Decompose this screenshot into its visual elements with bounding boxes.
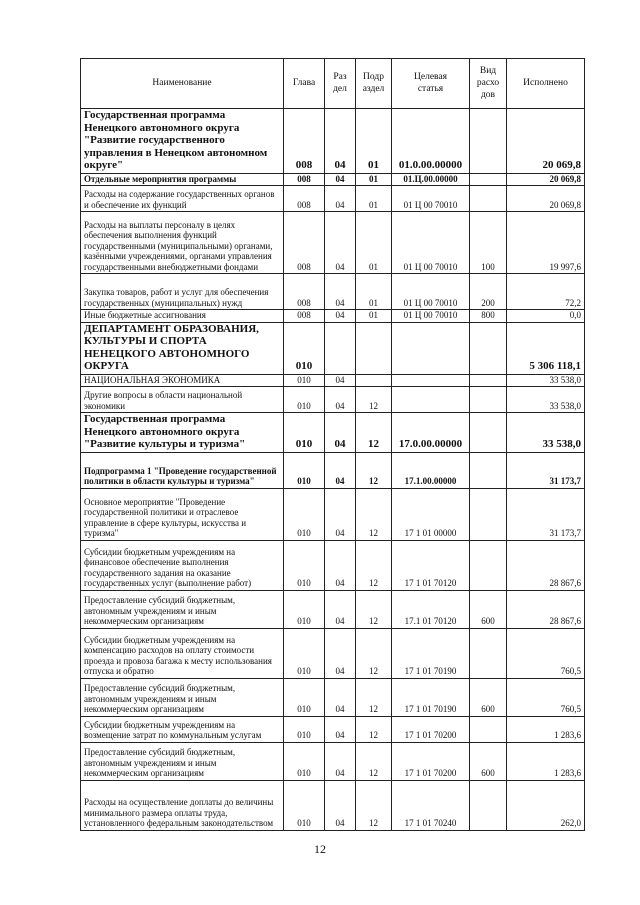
cell-section: 04 bbox=[325, 540, 356, 590]
header-name: Наименование bbox=[81, 59, 284, 109]
table-row bbox=[81, 212, 585, 274]
cell-chapter: 008 bbox=[284, 173, 325, 186]
cell-name: Основное мероприятие "Проведение государственной политики и отраслевое управление в сфере культуры, искусства и туризма" bbox=[81, 488, 284, 540]
cell-name: Расходы на осуществление доплаты до величины минимального размера оплаты труда, установленного федеральным законодательством bbox=[81, 780, 284, 830]
cell-section: 04 bbox=[325, 186, 356, 212]
cell-section: 04 bbox=[325, 452, 356, 488]
cell-exp-type: 800 bbox=[470, 310, 507, 323]
table-row bbox=[81, 413, 585, 453]
cell-subsection: 12 bbox=[356, 716, 392, 742]
cell-subsection: 12 bbox=[356, 742, 392, 780]
cell-executed: 20 069,8 bbox=[507, 186, 585, 212]
cell-chapter: 008 bbox=[284, 310, 325, 323]
table-row bbox=[81, 109, 585, 174]
cell-name: Предоставление субсидий бюджетным, автономным учреждениям и иным некоммерческим организациям bbox=[81, 590, 284, 628]
table-row bbox=[81, 488, 585, 540]
cell-chapter: 010 bbox=[284, 628, 325, 678]
table-row bbox=[81, 452, 585, 488]
cell-executed: 20 069,8 bbox=[507, 173, 585, 186]
cell-executed: 20 069,8 bbox=[507, 109, 585, 174]
cell-exp-type bbox=[470, 173, 507, 186]
table-row bbox=[81, 186, 585, 212]
cell-exp-type: 100 bbox=[470, 212, 507, 274]
cell-section: 04 bbox=[325, 590, 356, 628]
page-number: 12 bbox=[314, 842, 326, 856]
cell-chapter: 010 bbox=[284, 413, 325, 453]
cell-exp-type: 200 bbox=[470, 274, 507, 310]
table-row bbox=[81, 540, 585, 590]
cell-executed: 760,5 bbox=[507, 628, 585, 678]
cell-subsection: 01 bbox=[356, 310, 392, 323]
cell-subsection bbox=[356, 374, 392, 387]
cell-name: Субсидии бюджетным учреждениям на компенсацию расходов на оплату стоимости проезда и провоза багажа к месту использования отпуска и обратно bbox=[81, 628, 284, 678]
cell-name: Государственная программа Ненецкого автономного округа "Развитие культуры и туризма" bbox=[81, 413, 284, 453]
cell-executed: 5 306 118,1 bbox=[507, 322, 585, 374]
cell-section: 04 bbox=[325, 374, 356, 387]
cell-target: 17 1 01 70190 bbox=[392, 628, 470, 678]
budget-table bbox=[80, 58, 585, 831]
cell-exp-type bbox=[470, 387, 507, 413]
cell-target: 01 Ц 00 70010 bbox=[392, 186, 470, 212]
header-subsection: Подр аздел bbox=[356, 59, 392, 109]
cell-subsection: 01 bbox=[356, 274, 392, 310]
cell-executed: 31 173,7 bbox=[507, 452, 585, 488]
cell-executed: 72,2 bbox=[507, 274, 585, 310]
cell-chapter: 010 bbox=[284, 590, 325, 628]
cell-name: Отдельные мероприятия программы bbox=[81, 173, 284, 186]
cell-target: 17 1 01 70120 bbox=[392, 540, 470, 590]
cell-exp-type bbox=[470, 780, 507, 830]
cell-executed: 33 538,0 bbox=[507, 374, 585, 387]
cell-section: 04 bbox=[325, 109, 356, 174]
table-row bbox=[81, 590, 585, 628]
cell-executed: 33 538,0 bbox=[507, 413, 585, 453]
cell-chapter: 010 bbox=[284, 374, 325, 387]
cell-name: Закупка товаров, работ и услуг для обеспечения государственных (муниципальных) нужд bbox=[81, 274, 284, 310]
cell-chapter: 008 bbox=[284, 212, 325, 274]
cell-name: Расходы на выплаты персоналу в целях обеспечения выполнения функций государственными (муниципальными) органами, казёнными учреждениями, органами управления государственными внебюджетными фондами bbox=[81, 212, 284, 274]
table-row bbox=[81, 310, 585, 323]
cell-target: 01 Ц 00 70010 bbox=[392, 310, 470, 323]
cell-executed: 1 283,6 bbox=[507, 742, 585, 780]
cell-name: НАЦИОНАЛЬНАЯ ЭКОНОМИКА bbox=[81, 374, 284, 387]
cell-name: Государственная программа Ненецкого автономного округа "Развитие государственного управления в Ненецком автономном округе" bbox=[81, 109, 284, 174]
cell-section: 04 bbox=[325, 310, 356, 323]
cell-section: 04 bbox=[325, 488, 356, 540]
header-executed: Исполнено bbox=[507, 59, 585, 109]
cell-chapter: 010 bbox=[284, 540, 325, 590]
cell-target: 01 Ц 00 70010 bbox=[392, 274, 470, 310]
cell-executed: 19 997,6 bbox=[507, 212, 585, 274]
table-row bbox=[81, 322, 585, 374]
cell-exp-type bbox=[470, 628, 507, 678]
cell-target: 17.1 01 70120 bbox=[392, 590, 470, 628]
cell-exp-type bbox=[470, 374, 507, 387]
cell-section: 04 bbox=[325, 413, 356, 453]
cell-subsection: 12 bbox=[356, 678, 392, 716]
cell-section: 04 bbox=[325, 173, 356, 186]
cell-name: Подпрограмма 1 "Проведение государственной политики в области культуры и туризма" bbox=[81, 452, 284, 488]
cell-subsection bbox=[356, 322, 392, 374]
cell-subsection: 12 bbox=[356, 488, 392, 540]
cell-executed: 28 867,6 bbox=[507, 540, 585, 590]
header-row bbox=[81, 59, 585, 109]
cell-target: 17 1 01 70200 bbox=[392, 716, 470, 742]
cell-subsection: 12 bbox=[356, 628, 392, 678]
cell-executed: 28 867,6 bbox=[507, 590, 585, 628]
cell-section: 04 bbox=[325, 742, 356, 780]
cell-target: 17.0.00.00000 bbox=[392, 413, 470, 453]
cell-executed: 262,0 bbox=[507, 780, 585, 830]
cell-subsection: 01 bbox=[356, 173, 392, 186]
header-target: Целевая статья bbox=[392, 59, 470, 109]
cell-subsection: 01 bbox=[356, 109, 392, 174]
cell-section: 04 bbox=[325, 274, 356, 310]
cell-target bbox=[392, 374, 470, 387]
cell-section: 04 bbox=[325, 716, 356, 742]
header-section: Раз дел bbox=[325, 59, 356, 109]
table-row bbox=[81, 716, 585, 742]
cell-section: 04 bbox=[325, 628, 356, 678]
cell-executed: 31 173,7 bbox=[507, 488, 585, 540]
cell-subsection: 01 bbox=[356, 212, 392, 274]
cell-exp-type: 600 bbox=[470, 678, 507, 716]
cell-name: Другие вопросы в области национальной экономики bbox=[81, 387, 284, 413]
cell-name: Субсидии бюджетным учреждениям на финансовое обеспечение выполнения государственного задания на оказание государственных услуг (выполнение работ) bbox=[81, 540, 284, 590]
cell-chapter: 008 bbox=[284, 186, 325, 212]
cell-subsection: 01 bbox=[356, 186, 392, 212]
cell-chapter: 010 bbox=[284, 387, 325, 413]
cell-chapter: 008 bbox=[284, 274, 325, 310]
cell-name: Предоставление субсидий бюджетным, автономным учреждениям и иным некоммерческим организациям bbox=[81, 742, 284, 780]
table-row bbox=[81, 274, 585, 310]
cell-subsection: 12 bbox=[356, 387, 392, 413]
cell-name: ДЕПАРТАМЕНТ ОБРАЗОВАНИЯ, КУЛЬТУРЫ И СПОРТА НЕНЕЦКОГО АВТОНОМНОГО ОКРУГА bbox=[81, 322, 284, 374]
cell-chapter: 010 bbox=[284, 742, 325, 780]
cell-target: 17 1 01 70190 bbox=[392, 678, 470, 716]
header-exp-type: Вид расхо дов bbox=[470, 59, 507, 109]
cell-target: 01 Ц 00 70010 bbox=[392, 212, 470, 274]
cell-target: 01.0.00.00000 bbox=[392, 109, 470, 174]
header-chapter: Глава bbox=[284, 59, 325, 109]
cell-target: 17 1 01 00000 bbox=[392, 488, 470, 540]
table-row bbox=[81, 387, 585, 413]
table-row bbox=[81, 742, 585, 780]
table-row bbox=[81, 173, 585, 186]
table-row bbox=[81, 374, 585, 387]
cell-chapter: 010 bbox=[284, 488, 325, 540]
cell-chapter: 008 bbox=[284, 109, 325, 174]
cell-executed: 0,0 bbox=[507, 310, 585, 323]
cell-executed: 760,5 bbox=[507, 678, 585, 716]
cell-chapter: 010 bbox=[284, 452, 325, 488]
cell-section: 04 bbox=[325, 678, 356, 716]
cell-subsection: 12 bbox=[356, 780, 392, 830]
cell-exp-type bbox=[470, 488, 507, 540]
cell-target: 17 1 01 70200 bbox=[392, 742, 470, 780]
cell-name: Расходы на содержание государственных органов и обеспечение их функций bbox=[81, 186, 284, 212]
cell-chapter: 010 bbox=[284, 322, 325, 374]
cell-section: 04 bbox=[325, 212, 356, 274]
cell-chapter: 010 bbox=[284, 780, 325, 830]
cell-exp-type bbox=[470, 540, 507, 590]
cell-executed: 1 283,6 bbox=[507, 716, 585, 742]
cell-name: Субсидии бюджетным учреждениям на возмещение затрат по коммунальным услугам bbox=[81, 716, 284, 742]
table-row bbox=[81, 780, 585, 830]
cell-exp-type bbox=[470, 109, 507, 174]
table-body bbox=[81, 109, 585, 831]
cell-subsection: 12 bbox=[356, 413, 392, 453]
cell-section bbox=[325, 322, 356, 374]
cell-executed: 33 538,0 bbox=[507, 387, 585, 413]
table-row bbox=[81, 628, 585, 678]
cell-chapter: 010 bbox=[284, 716, 325, 742]
cell-name: Иные бюджетные ассигнования bbox=[81, 310, 284, 323]
cell-subsection: 12 bbox=[356, 540, 392, 590]
cell-section: 04 bbox=[325, 387, 356, 413]
table-row bbox=[81, 678, 585, 716]
cell-target bbox=[392, 322, 470, 374]
cell-target: 17.1.00.00000 bbox=[392, 452, 470, 488]
cell-exp-type bbox=[470, 452, 507, 488]
cell-exp-type bbox=[470, 322, 507, 374]
cell-exp-type bbox=[470, 186, 507, 212]
cell-subsection: 12 bbox=[356, 452, 392, 488]
cell-subsection: 12 bbox=[356, 590, 392, 628]
cell-target: 01.Ц.00.00000 bbox=[392, 173, 470, 186]
cell-chapter: 010 bbox=[284, 678, 325, 716]
cell-exp-type bbox=[470, 716, 507, 742]
cell-exp-type bbox=[470, 413, 507, 453]
cell-exp-type: 600 bbox=[470, 742, 507, 780]
cell-target bbox=[392, 387, 470, 413]
cell-exp-type: 600 bbox=[470, 590, 507, 628]
cell-target: 17 1 01 70240 bbox=[392, 780, 470, 830]
cell-section: 04 bbox=[325, 780, 356, 830]
cell-name: Предоставление субсидий бюджетным, автономным учреждениям и иным некоммерческим организациям bbox=[81, 678, 284, 716]
